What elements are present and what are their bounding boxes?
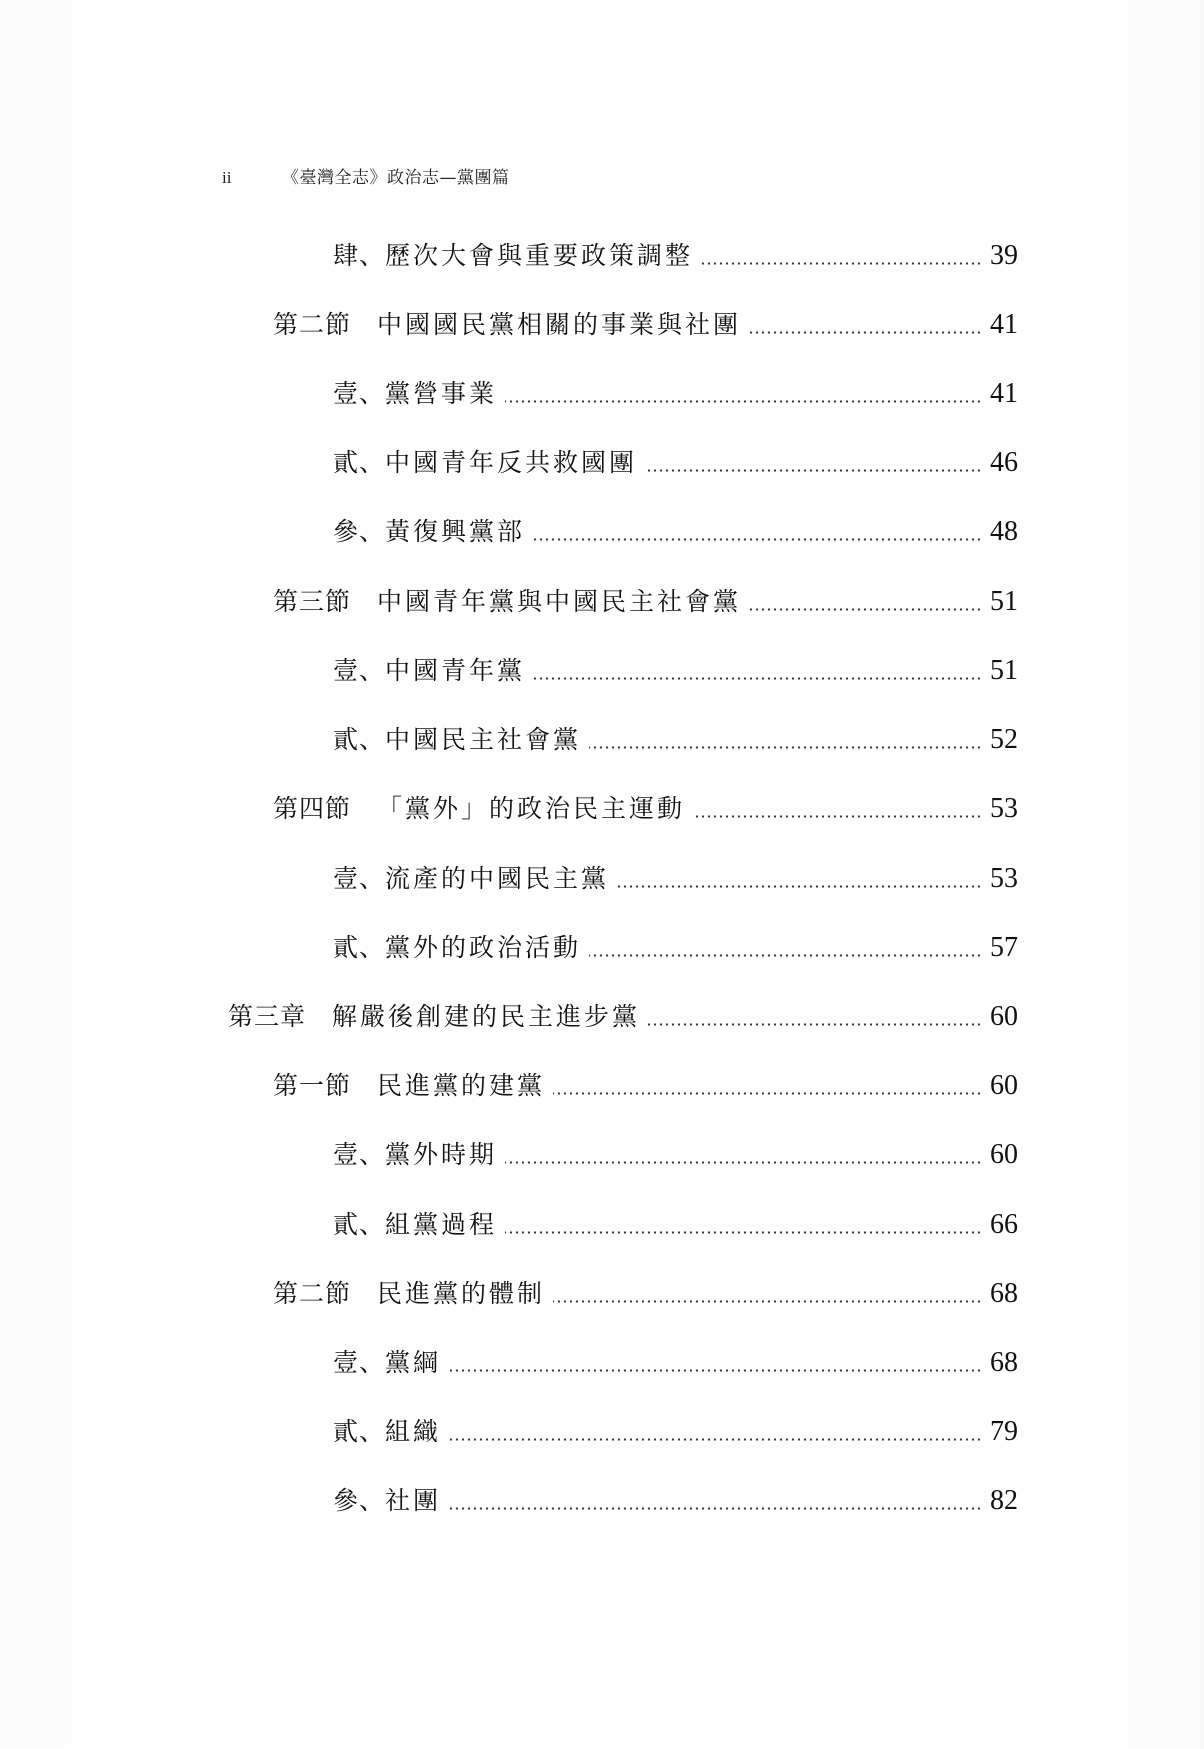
toc-page-number: 41	[990, 309, 1018, 340]
dot-leader	[553, 1300, 982, 1303]
toc-entry-label: 第二節 民進黨的體制	[273, 1279, 546, 1308]
toc-page-number: 79	[990, 1416, 1018, 1447]
toc-entry[interactable]	[333, 232, 1018, 272]
toc-page-number: 39	[990, 240, 1018, 271]
toc-entry-label: 第三節 中國青年黨與中國民主社會黨	[273, 587, 742, 616]
dot-leader	[505, 1161, 982, 1164]
toc-page-number: 82	[990, 1485, 1018, 1516]
toc-page-number: 53	[990, 793, 1018, 824]
toc-entry-label: 貳、黨外的政治活動	[333, 933, 582, 962]
toc-entry-label: 貳、中國青年反共救國團	[333, 448, 638, 477]
toc-entry[interactable]	[273, 301, 1018, 341]
toc-page-number: 46	[990, 447, 1018, 478]
dot-leader	[648, 1023, 982, 1026]
toc-entry-label: 第二節 中國國民黨相關的事業與社團	[273, 310, 742, 339]
toc-entry[interactable]	[333, 1477, 1018, 1517]
toc-entry[interactable]	[273, 785, 1018, 825]
toc-page-number: 41	[990, 378, 1018, 409]
toc-entry-label: 肆、歷次大會與重要政策調整	[333, 241, 694, 270]
dot-leader	[505, 400, 982, 403]
toc-page-number: 53	[990, 863, 1018, 894]
toc-page-number: 68	[990, 1347, 1018, 1378]
toc-page-number: 52	[990, 724, 1018, 755]
toc-entry[interactable]	[333, 647, 1018, 687]
toc-entry-label: 壹、黨綱	[333, 1348, 442, 1377]
toc-entry-label: 第一節 民進黨的建黨	[273, 1071, 546, 1100]
dot-leader	[449, 1507, 982, 1510]
toc-entry[interactable]	[333, 855, 1018, 895]
toc-entry-label: 參、社團	[333, 1486, 442, 1515]
dot-leader	[749, 331, 982, 334]
toc-page-number: 51	[990, 655, 1018, 686]
toc-page-number: 68	[990, 1278, 1018, 1309]
toc-page-number: 51	[990, 586, 1018, 617]
toc-entry[interactable]	[333, 1201, 1018, 1241]
dot-leader	[693, 815, 982, 818]
toc-entry-label: 貳、組織	[333, 1417, 442, 1446]
toc-entry[interactable]	[273, 578, 1018, 618]
dot-leader	[553, 1092, 982, 1095]
toc-entry[interactable]	[333, 508, 1018, 548]
toc-page-number: 57	[990, 932, 1018, 963]
dot-leader	[449, 1369, 982, 1372]
toc-entry-label: 貳、組黨過程	[333, 1210, 498, 1239]
toc-entry[interactable]	[273, 1062, 1018, 1102]
dot-leader	[449, 1438, 982, 1441]
toc-entry[interactable]	[333, 439, 1018, 479]
dot-leader	[645, 469, 982, 472]
dot-leader	[589, 746, 982, 749]
toc-page-number: 60	[990, 1070, 1018, 1101]
toc-entry[interactable]	[333, 370, 1018, 410]
toc-entry-label: 貳、中國民主社會黨	[333, 725, 582, 754]
dot-leader	[749, 608, 982, 611]
toc-page-number: 66	[990, 1209, 1018, 1240]
dot-leader	[533, 538, 982, 541]
toc-entry-label: 第三章 解嚴後創建的民主進步黨	[228, 1002, 641, 1031]
toc-page-number: 48	[990, 516, 1018, 547]
dot-leader	[589, 954, 982, 957]
toc-entry-label: 壹、流產的中國民主黨	[333, 864, 610, 893]
book-title: 《臺灣全志》政治志—黨團篇	[282, 168, 510, 188]
dot-leader	[533, 677, 982, 680]
dot-leader	[701, 262, 982, 265]
toc-page-number: 60	[990, 1139, 1018, 1170]
page-folio: ii	[222, 168, 232, 187]
toc-page-number: 60	[990, 1001, 1018, 1032]
toc-entry-label: 參、黃復興黨部	[333, 517, 526, 546]
running-header	[222, 163, 510, 188]
toc-entry[interactable]	[333, 924, 1018, 964]
toc-entry-label: 壹、黨營事業	[333, 379, 498, 408]
toc-entry[interactable]	[333, 716, 1018, 756]
toc-entry[interactable]	[333, 1408, 1018, 1448]
toc-entry-label: 第四節 「黨外」的政治民主運動	[273, 794, 686, 823]
toc-entry[interactable]	[333, 1339, 1018, 1379]
toc-entry[interactable]	[273, 1270, 1018, 1310]
toc-entry-label: 壹、中國青年黨	[333, 656, 526, 685]
dot-leader	[505, 1231, 982, 1234]
toc-entry[interactable]	[333, 1131, 1018, 1171]
toc-entry-label: 壹、黨外時期	[333, 1140, 498, 1169]
toc-entry[interactable]	[228, 993, 1018, 1033]
dot-leader	[617, 885, 982, 888]
